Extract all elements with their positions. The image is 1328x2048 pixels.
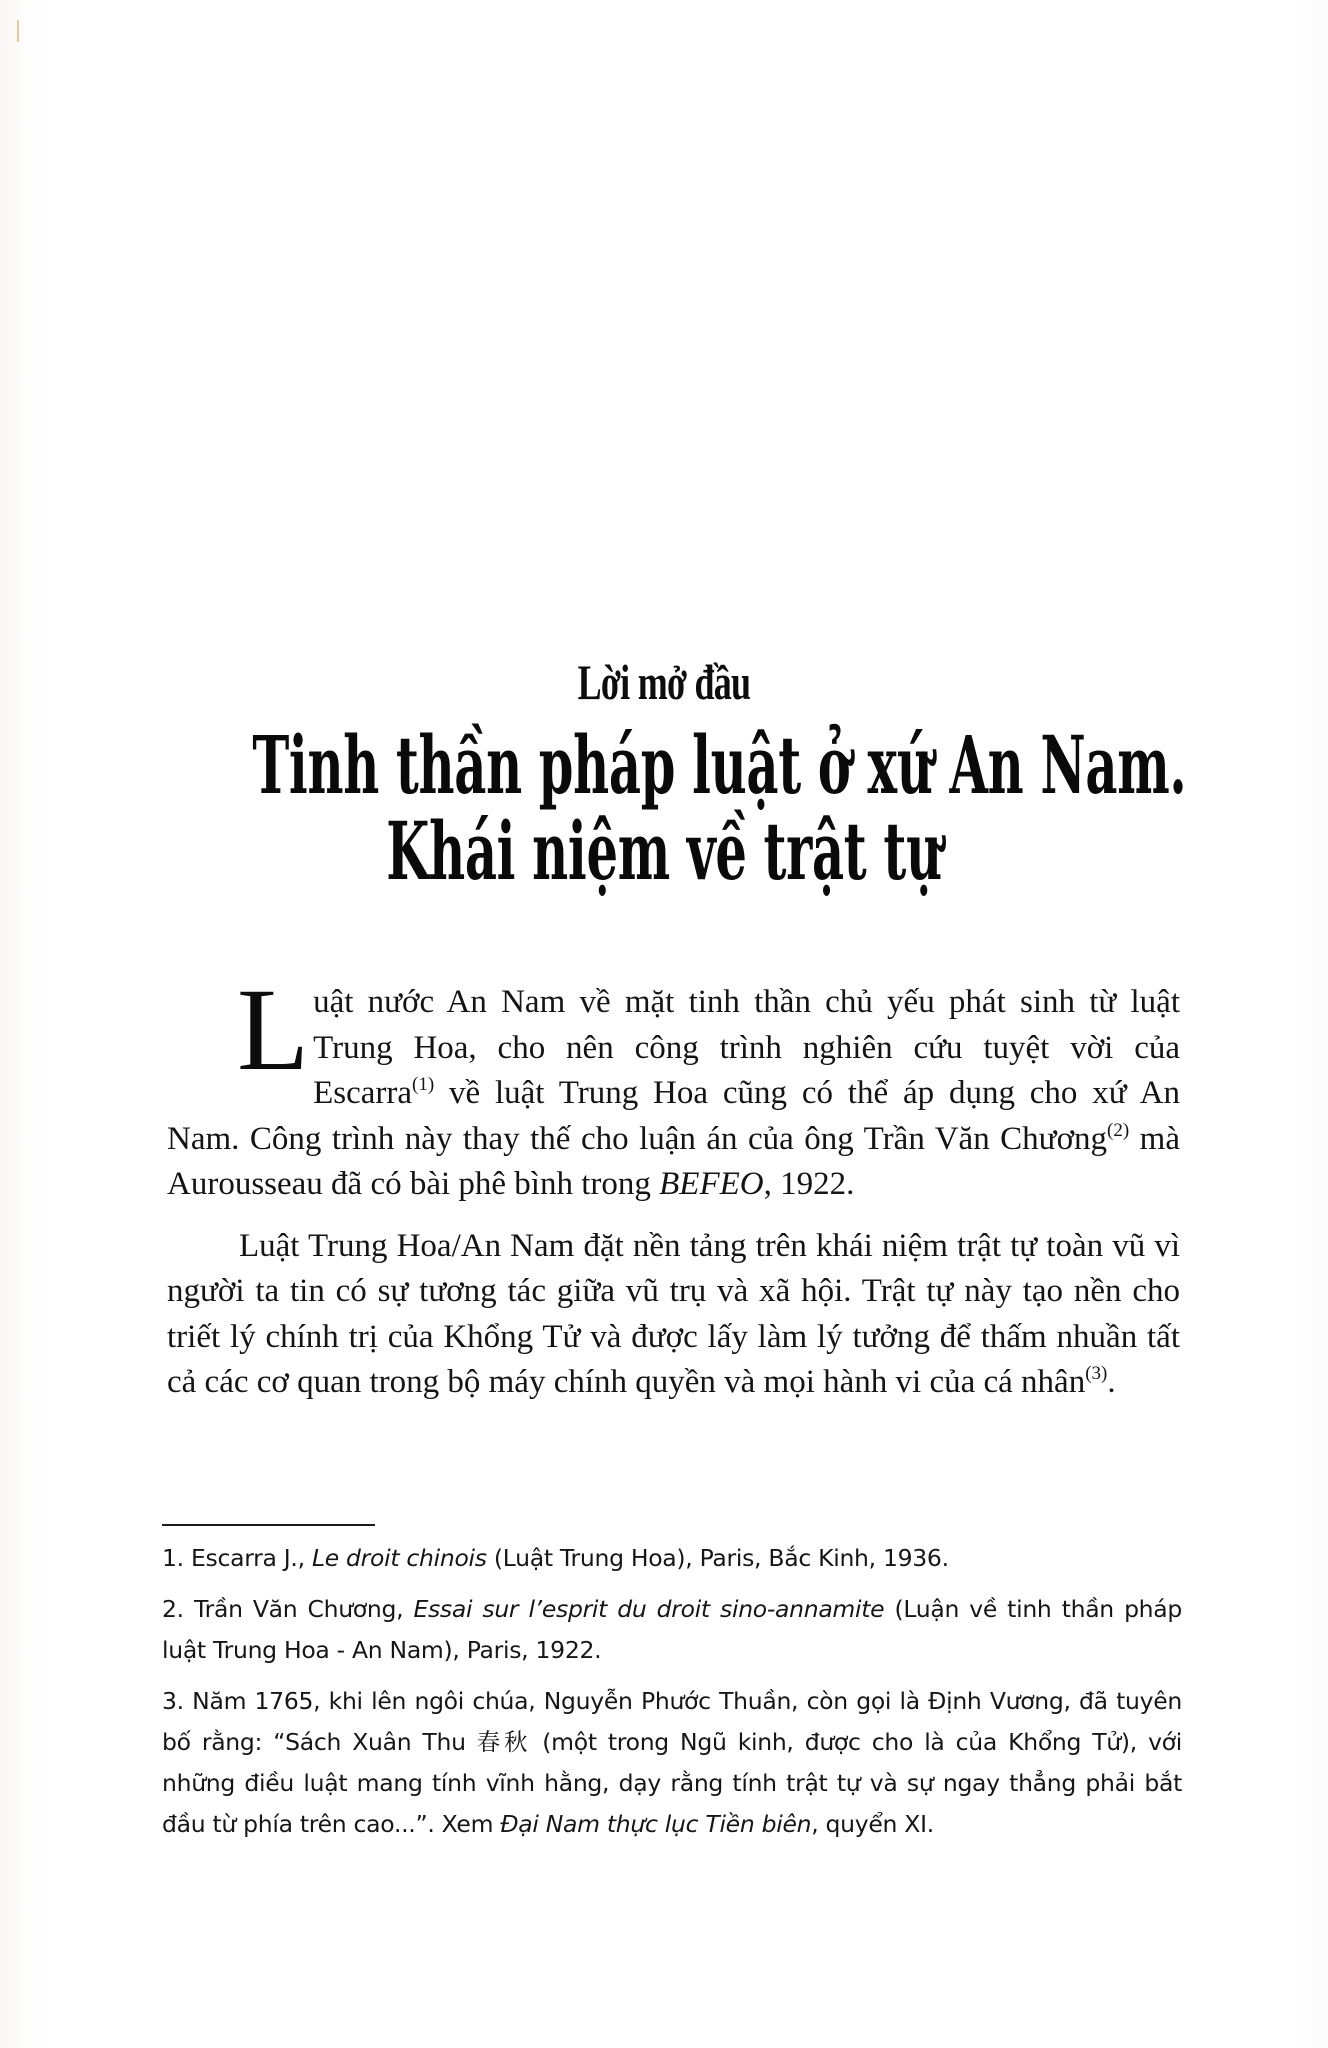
footnotes — [162, 1538, 1182, 1855]
footnote-2 — [162, 1589, 1182, 1671]
footnote-text: Năm 1765, khi lên ngôi chúa, Nguyễn Phước Thuần, còn gọi là Định Vương, đã tuyên bố rằng: “Sách Xuân Thu 春秋 (một trong Ngũ kinh, được cho là của Khổng Tử), với những điều luật mang tính vĩnh hằng, dạy rằng tính trật tự và sự ngay thẳng phải bắt đầu từ phía trên cao...”. Xem — [162, 1687, 1182, 1838]
body-text — [167, 964, 1180, 1406]
footnote-ref-2[interactable]: (2) — [1107, 1119, 1130, 1141]
chapter-title — [252, 718, 1187, 898]
footnote-1 — [162, 1538, 1182, 1579]
scan-artifact — [17, 20, 19, 42]
paragraph-1-text: , 1922. — [763, 1166, 855, 1202]
journal-title-befeo: BEFEO — [659, 1166, 764, 1202]
chapter-label: Lời mở đầu — [577, 654, 751, 710]
footnote-text: (Luật Trung Hoa), Paris, Bắc Kinh, 1936. — [486, 1544, 949, 1572]
chapter-title-line-1: Tinh thần pháp luật ở xứ An Nam. — [252, 718, 1187, 812]
footnote-ref-3[interactable]: (3) — [1085, 1363, 1108, 1384]
footnote-3 — [162, 1681, 1182, 1845]
footnote-text: Escarra J., — [183, 1544, 312, 1572]
drop-cap: L — [237, 964, 310, 1095]
footnote-book-title: Essai sur l’esprit du droit sino-annamite — [413, 1595, 885, 1623]
footnote-number: 1. — [162, 1544, 184, 1572]
paragraph-2-text: Luật Trung Hoa/An Nam đặt nền tảng trên khái niệm trật tự toàn vũ vì người ta tin có sự tương tác giữa vũ trụ và xã hội. Trật tự này tạo nền cho triết lý chính trị của Khổng Tử và được lấy làm lý tưởng để thấm nhuần tất cả các cơ quan trong bộ máy chính quyền và mọi hành vi của cá nhân — [167, 1227, 1180, 1400]
footnote-ref-1[interactable]: (1) — [412, 1074, 435, 1095]
paragraph-1-text: về luật Trung Hoa cũng có thể áp dụng cho xứ An Nam. Công trình này thay thế cho luận án của ông Trần Văn Chương — [167, 1075, 1180, 1157]
footnote-book-title: Đại Nam thực lục Tiền biên — [500, 1810, 812, 1838]
footnote-book-title: Le droit chinois — [311, 1544, 487, 1572]
paragraph-2 — [167, 1224, 1180, 1406]
footnote-divider — [162, 1524, 375, 1526]
footnote-text: , quyển XI. — [811, 1810, 934, 1838]
footnote-number: 3. — [162, 1687, 184, 1715]
paragraph-1 — [167, 964, 1180, 1208]
paragraph-1-text: mà Aurousseau đã có bài phê bình trong — [167, 1120, 1180, 1202]
chapter-title-line-2: Khái niệm về trật tự — [386, 804, 942, 898]
footnote-text: Trần Văn Chương, — [183, 1595, 414, 1623]
footnote-number: 2. — [162, 1595, 184, 1623]
paragraph-1-text: uật nước An Nam về mặt tinh thần chủ yếu phát sinh từ luật Trung Hoa, cho nên công trình nghiên cứu tuyệt vời của Escarra — [313, 984, 1180, 1111]
paragraph-2-text: . — [1107, 1364, 1116, 1400]
footnote-text: (Luận về tinh thần pháp luật Trung Hoa - An Nam), Paris, 1922. — [162, 1595, 1182, 1664]
